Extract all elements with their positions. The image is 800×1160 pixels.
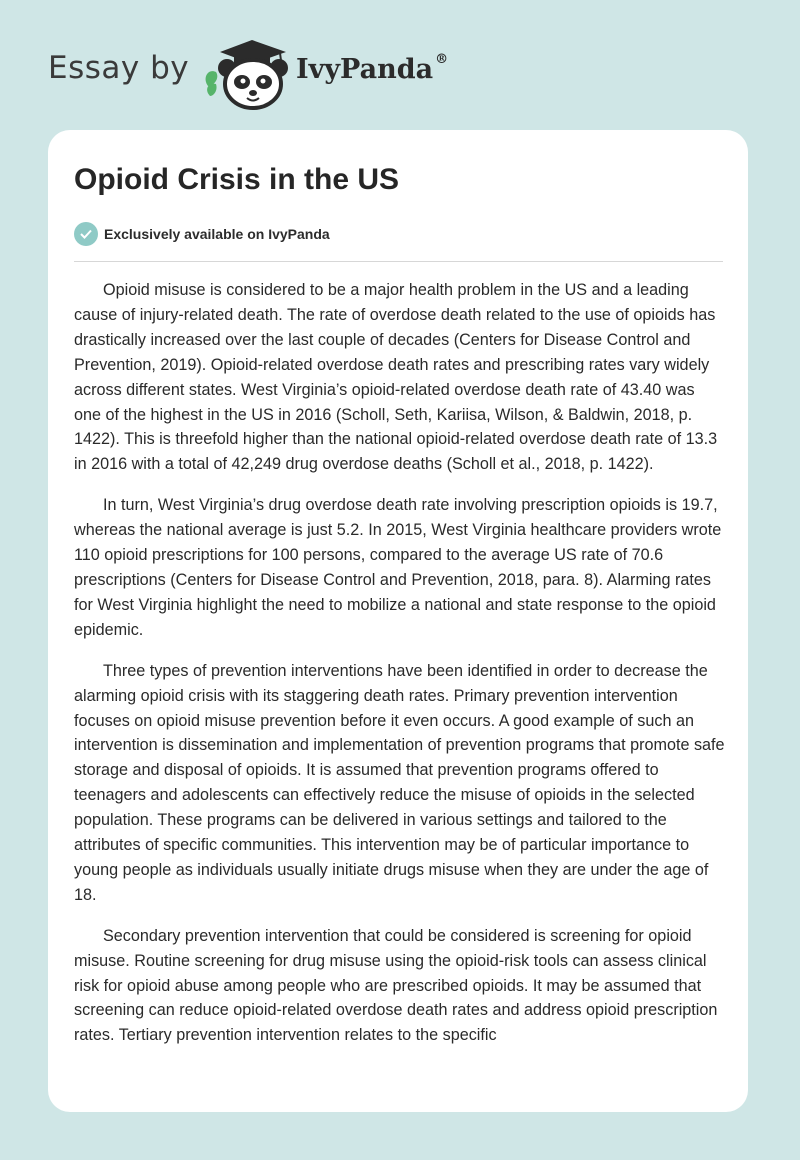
essay-body bbox=[74, 278, 726, 1064]
brand-name[interactable] bbox=[296, 54, 448, 85]
site-header bbox=[0, 0, 800, 130]
registered-mark: ® bbox=[435, 52, 449, 67]
check-icon bbox=[74, 222, 98, 246]
page-title: Opioid Crisis in the US bbox=[74, 163, 400, 196]
paragraph: In turn, West Virginia’s drug overdose death rate involving prescription opioids is 19.7, whereas the national average is just 5.2. In 2015, West Virginia healthcare providers wrote 110 opioid prescriptions for 100 persons, compared to the average US rate of 70.6 prescriptions (Centers for Disease Control and Prevention, 2018, para. 8). Alarming rates for West Virginia highlight the need to mobilize a national and state response to the opioid epidemic. bbox=[74, 496, 722, 639]
paragraph: Three types of prevention interventions have been identified in order to decrease the alarming opioid crisis with its staggering death rates. Primary prevention intervention focuses on opioid misuse prevention before it even occurs. A good example of such an intervention is dissemination and implementation of prevention programs that promote safe storage and disposal of opioids. It is assumed that prevention programs offered to teenagers and adolescents can effectively reduce the misuse of opioids in the selected population. These programs can be delivered in various settings and tailored to the attributes of specific communities. This intervention may be of particular importance to young people as individuals usually initiate drugs misuse when they are under the age of 18. bbox=[74, 661, 725, 904]
paragraph: Opioid misuse is considered to be a major health problem in the US and a leading cause of injury-related death. The rate of overdose death related to the use of opioids has drastically increased over the last couple of decades (Centers for Disease Control and Prevention, 2019). Opioid-related overdose death rates and prescribing rates vary widely across different states. West Virginia’s opioid-related overdose death rate of 43.40 was one of the highest in the US in 2016 (Scholl, Seth, Kariisa, Wilson, & Baldwin, 2018, p. 1422). This is threefold higher than the national opioid-related overdose death rate of 13.3 in 2016 with a total of 42,249 drug overdose deaths (Scholl et al., 2018, p. 1422). bbox=[74, 281, 718, 474]
essay-card bbox=[48, 130, 748, 1112]
brand-prefix: Essay by bbox=[48, 50, 190, 86]
brand-name-text: IvyPanda bbox=[296, 54, 434, 85]
panda-graduate-logo-icon[interactable] bbox=[200, 38, 292, 110]
exclusive-badge bbox=[74, 222, 330, 246]
title-divider bbox=[74, 261, 723, 262]
paragraph: Secondary prevention intervention that could be considered is screening for opioid misuse. Routine screening for drug misuse using the opioid-risk tools can assess clinical risk for opioid abuse among people who are prescribed opioids. It may be assumed that screening can reduce opioid-related overdose death rates and address opioid prescription rates. Tertiary prevention intervention relates to the specific bbox=[74, 926, 718, 1045]
exclusive-badge-label: Exclusively available on IvyPanda bbox=[104, 226, 330, 242]
